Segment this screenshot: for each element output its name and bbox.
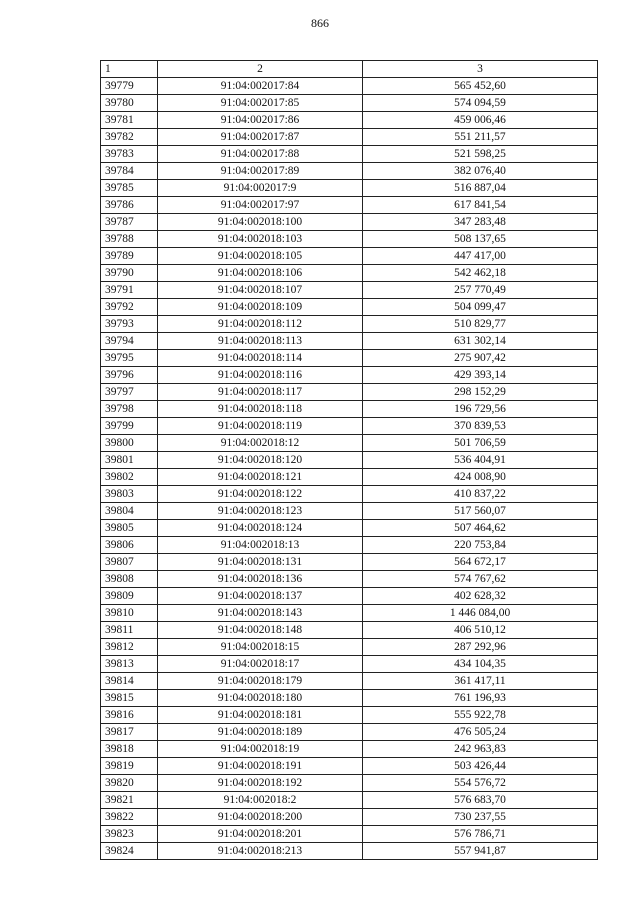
row-number-cell: 39800 (101, 435, 158, 452)
cadastral-number-cell: 91:04:002018:192 (158, 775, 363, 792)
cadastral-number-cell: 91:04:002018:181 (158, 707, 363, 724)
table-row (101, 503, 598, 520)
column-header-1: 1 (101, 61, 158, 78)
value-cell: 617 841,54 (363, 197, 598, 214)
row-number-cell: 39802 (101, 469, 158, 486)
cadastral-number-cell: 91:04:002018:109 (158, 299, 363, 316)
table-row (101, 299, 598, 316)
value-cell: 257 770,49 (363, 282, 598, 299)
cadastral-number-cell: 91:04:002018:180 (158, 690, 363, 707)
cadastral-number-cell: 91:04:002017:9 (158, 180, 363, 197)
cadastral-number-cell: 91:04:002018:201 (158, 826, 363, 843)
row-number-cell: 39799 (101, 418, 158, 435)
value-cell: 510 829,77 (363, 316, 598, 333)
cadastral-number-cell: 91:04:002018:112 (158, 316, 363, 333)
value-cell: 631 302,14 (363, 333, 598, 350)
value-cell: 730 237,55 (363, 809, 598, 826)
cadastral-number-cell: 91:04:002018:137 (158, 588, 363, 605)
cadastral-number-cell: 91:04:002018:179 (158, 673, 363, 690)
value-cell: 287 292,96 (363, 639, 598, 656)
cadastral-number-cell: 91:04:002018:15 (158, 639, 363, 656)
table-row (101, 112, 598, 129)
value-cell: 507 464,62 (363, 520, 598, 537)
value-cell: 521 598,25 (363, 146, 598, 163)
row-number-cell: 39801 (101, 452, 158, 469)
row-number-cell: 39813 (101, 656, 158, 673)
row-number-cell: 39798 (101, 401, 158, 418)
cadastral-number-cell: 91:04:002018:213 (158, 843, 363, 860)
value-cell: 554 576,72 (363, 775, 598, 792)
row-number-cell: 39803 (101, 486, 158, 503)
cadastral-number-cell: 91:04:002017:97 (158, 197, 363, 214)
cadastral-number-cell: 91:04:002018:123 (158, 503, 363, 520)
value-cell: 574 767,62 (363, 571, 598, 588)
column-header-3: 3 (363, 61, 598, 78)
table-row (101, 571, 598, 588)
value-cell: 551 211,57 (363, 129, 598, 146)
value-cell: 576 683,70 (363, 792, 598, 809)
cadastral-number-cell: 91:04:002018:2 (158, 792, 363, 809)
cadastral-number-cell: 91:04:002017:88 (158, 146, 363, 163)
row-number-cell: 39791 (101, 282, 158, 299)
row-number-cell: 39805 (101, 520, 158, 537)
table-row (101, 367, 598, 384)
row-number-cell: 39795 (101, 350, 158, 367)
value-cell: 242 963,83 (363, 741, 598, 758)
row-number-cell: 39822 (101, 809, 158, 826)
header-row (101, 61, 598, 78)
row-number-cell: 39808 (101, 571, 158, 588)
value-cell: 347 283,48 (363, 214, 598, 231)
table-row (101, 350, 598, 367)
table-row (101, 214, 598, 231)
row-number-cell: 39792 (101, 299, 158, 316)
row-number-cell: 39781 (101, 112, 158, 129)
table-row (101, 282, 598, 299)
cadastral-number-cell: 91:04:002018:103 (158, 231, 363, 248)
table-row (101, 775, 598, 792)
row-number-cell: 39814 (101, 673, 158, 690)
cadastral-number-cell: 91:04:002018:191 (158, 758, 363, 775)
value-cell: 361 417,11 (363, 673, 598, 690)
value-cell: 1 446 084,00 (363, 605, 598, 622)
value-cell: 761 196,93 (363, 690, 598, 707)
row-number-cell: 39786 (101, 197, 158, 214)
value-cell: 410 837,22 (363, 486, 598, 503)
row-number-cell: 39790 (101, 265, 158, 282)
row-number-cell: 39788 (101, 231, 158, 248)
row-number-cell: 39804 (101, 503, 158, 520)
cadastral-number-cell: 91:04:002018:143 (158, 605, 363, 622)
value-cell: 555 922,78 (363, 707, 598, 724)
row-number-cell: 39807 (101, 554, 158, 571)
cadastral-number-cell: 91:04:002017:86 (158, 112, 363, 129)
cadastral-number-cell: 91:04:002018:116 (158, 367, 363, 384)
row-number-cell: 39806 (101, 537, 158, 554)
cadastral-number-cell: 91:04:002018:17 (158, 656, 363, 673)
row-number-cell: 39779 (101, 78, 158, 95)
cadastral-number-cell: 91:04:002018:189 (158, 724, 363, 741)
value-cell: 564 672,17 (363, 554, 598, 571)
row-number-cell: 39782 (101, 129, 158, 146)
value-cell: 406 510,12 (363, 622, 598, 639)
cadastral-number-cell: 91:04:002017:87 (158, 129, 363, 146)
table-row (101, 690, 598, 707)
table-row (101, 673, 598, 690)
table-row (101, 792, 598, 809)
row-number-cell: 39783 (101, 146, 158, 163)
table-row (101, 707, 598, 724)
row-number-cell: 39797 (101, 384, 158, 401)
cadastral-number-cell: 91:04:002018:121 (158, 469, 363, 486)
table-row (101, 197, 598, 214)
column-header-2: 2 (158, 61, 363, 78)
table-row (101, 758, 598, 775)
row-number-cell: 39824 (101, 843, 158, 860)
page-number: 866 (311, 16, 329, 30)
value-cell: 503 426,44 (363, 758, 598, 775)
value-cell: 434 104,35 (363, 656, 598, 673)
value-cell: 382 076,40 (363, 163, 598, 180)
registry-table (100, 60, 598, 860)
table-row (101, 146, 598, 163)
row-number-cell: 39810 (101, 605, 158, 622)
value-cell: 536 404,91 (363, 452, 598, 469)
cadastral-number-cell: 91:04:002017:84 (158, 78, 363, 95)
value-cell: 517 560,07 (363, 503, 598, 520)
cadastral-number-cell: 91:04:002018:117 (158, 384, 363, 401)
row-number-cell: 39811 (101, 622, 158, 639)
table-row (101, 724, 598, 741)
row-number-cell: 39820 (101, 775, 158, 792)
cadastral-number-cell: 91:04:002018:13 (158, 537, 363, 554)
row-number-cell: 39809 (101, 588, 158, 605)
value-cell: 508 137,65 (363, 231, 598, 248)
table-header (101, 61, 598, 78)
table-row (101, 826, 598, 843)
value-cell: 298 152,29 (363, 384, 598, 401)
cadastral-number-cell: 91:04:002018:12 (158, 435, 363, 452)
value-cell: 447 417,00 (363, 248, 598, 265)
table-row (101, 469, 598, 486)
value-cell: 275 907,42 (363, 350, 598, 367)
table-row (101, 435, 598, 452)
row-number-cell: 39812 (101, 639, 158, 656)
cadastral-number-cell: 91:04:002017:85 (158, 95, 363, 112)
table-row (101, 843, 598, 860)
cadastral-number-cell: 91:04:002018:105 (158, 248, 363, 265)
table-row (101, 95, 598, 112)
table-row (101, 622, 598, 639)
value-cell: 424 008,90 (363, 469, 598, 486)
cadastral-number-cell: 91:04:002018:119 (158, 418, 363, 435)
table-row (101, 129, 598, 146)
table-row (101, 639, 598, 656)
row-number-cell: 39794 (101, 333, 158, 350)
row-number-cell: 39818 (101, 741, 158, 758)
table-row (101, 231, 598, 248)
table-row (101, 333, 598, 350)
table-row (101, 401, 598, 418)
cadastral-number-cell: 91:04:002018:114 (158, 350, 363, 367)
table-row (101, 741, 598, 758)
cadastral-number-cell: 91:04:002018:148 (158, 622, 363, 639)
row-number-cell: 39793 (101, 316, 158, 333)
value-cell: 429 393,14 (363, 367, 598, 384)
table-row (101, 78, 598, 95)
table-row (101, 486, 598, 503)
table-row (101, 809, 598, 826)
table-row (101, 384, 598, 401)
cadastral-number-cell: 91:04:002017:89 (158, 163, 363, 180)
table-row (101, 418, 598, 435)
cadastral-number-cell: 91:04:002018:113 (158, 333, 363, 350)
table-row (101, 554, 598, 571)
value-cell: 220 753,84 (363, 537, 598, 554)
value-cell: 476 505,24 (363, 724, 598, 741)
value-cell: 542 462,18 (363, 265, 598, 282)
table-row (101, 452, 598, 469)
cadastral-number-cell: 91:04:002018:106 (158, 265, 363, 282)
cadastral-number-cell: 91:04:002018:200 (158, 809, 363, 826)
value-cell: 501 706,59 (363, 435, 598, 452)
table-row (101, 316, 598, 333)
cadastral-number-cell: 91:04:002018:120 (158, 452, 363, 469)
table-row (101, 656, 598, 673)
row-number-cell: 39815 (101, 690, 158, 707)
table-row (101, 180, 598, 197)
cadastral-number-cell: 91:04:002018:107 (158, 282, 363, 299)
cadastral-number-cell: 91:04:002018:100 (158, 214, 363, 231)
table-row (101, 248, 598, 265)
row-number-cell: 39819 (101, 758, 158, 775)
value-cell: 459 006,46 (363, 112, 598, 129)
table-row (101, 265, 598, 282)
row-number-cell: 39816 (101, 707, 158, 724)
value-cell: 576 786,71 (363, 826, 598, 843)
cadastral-number-cell: 91:04:002018:122 (158, 486, 363, 503)
table-row (101, 588, 598, 605)
value-cell: 370 839,53 (363, 418, 598, 435)
table-body (101, 78, 598, 860)
row-number-cell: 39785 (101, 180, 158, 197)
value-cell: 557 941,87 (363, 843, 598, 860)
value-cell: 565 452,60 (363, 78, 598, 95)
value-cell: 574 094,59 (363, 95, 598, 112)
value-cell: 402 628,32 (363, 588, 598, 605)
table-row (101, 520, 598, 537)
row-number-cell: 39817 (101, 724, 158, 741)
cadastral-number-cell: 91:04:002018:131 (158, 554, 363, 571)
cadastral-number-cell: 91:04:002018:19 (158, 741, 363, 758)
row-number-cell: 39784 (101, 163, 158, 180)
cadastral-number-cell: 91:04:002018:118 (158, 401, 363, 418)
table-row (101, 163, 598, 180)
row-number-cell: 39821 (101, 792, 158, 809)
table-row (101, 605, 598, 622)
row-number-cell: 39787 (101, 214, 158, 231)
row-number-cell: 39780 (101, 95, 158, 112)
table-row (101, 537, 598, 554)
row-number-cell: 39796 (101, 367, 158, 384)
cadastral-number-cell: 91:04:002018:124 (158, 520, 363, 537)
row-number-cell: 39789 (101, 248, 158, 265)
value-cell: 196 729,56 (363, 401, 598, 418)
value-cell: 504 099,47 (363, 299, 598, 316)
cadastral-number-cell: 91:04:002018:136 (158, 571, 363, 588)
row-number-cell: 39823 (101, 826, 158, 843)
value-cell: 516 887,04 (363, 180, 598, 197)
